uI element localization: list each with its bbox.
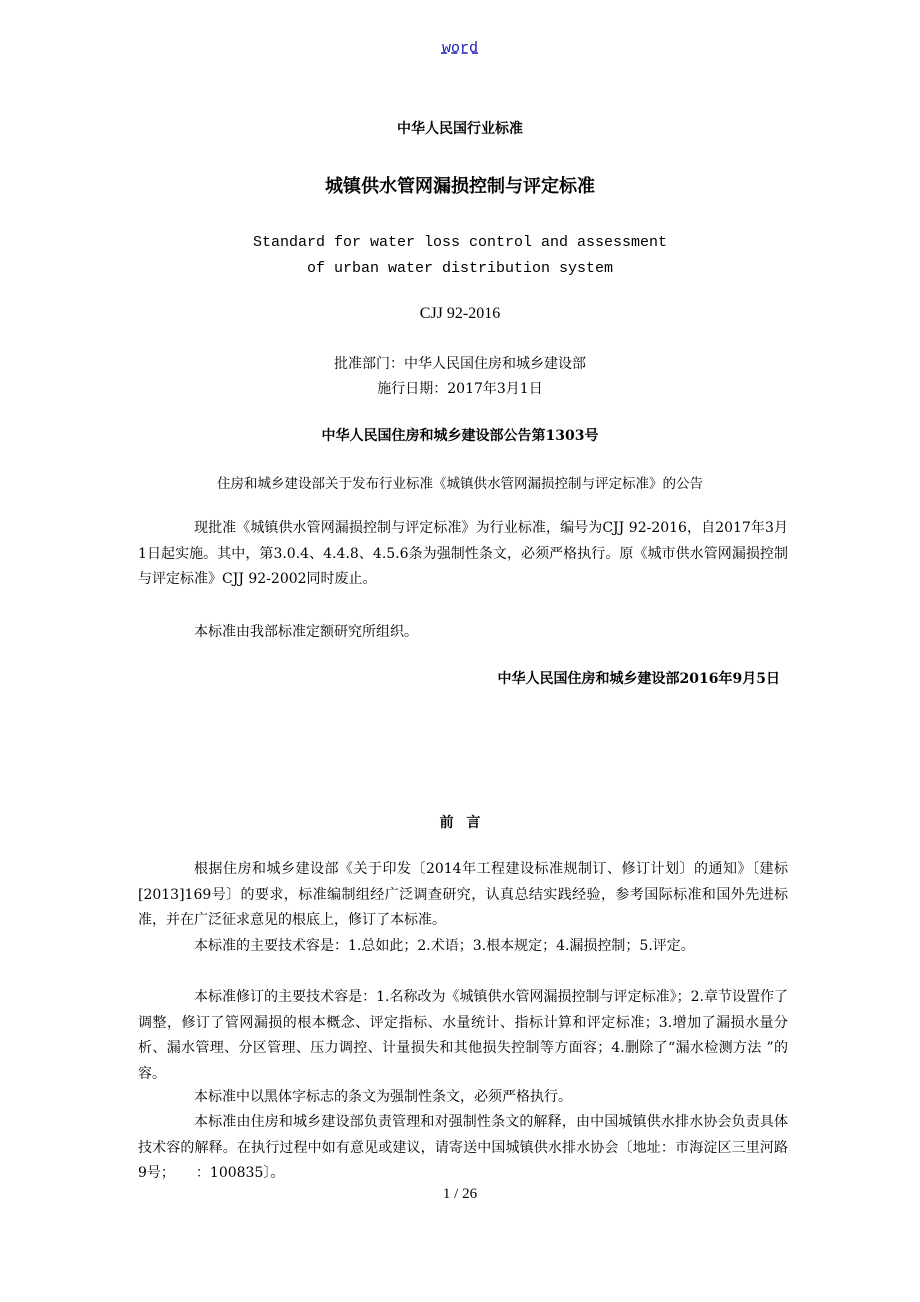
notice-number: 中华人民国住房和城乡建设部公告第1303号 bbox=[321, 428, 599, 444]
preface-paragraph-2: 本标准的主要技术容是：1.总如此；2.术语；3.根本规定；4.漏损控制；5.评定。 bbox=[194, 938, 695, 954]
header-word-link[interactable]: word bbox=[441, 40, 478, 57]
standard-category: 中华人民国行业标准 bbox=[397, 121, 523, 137]
english-title-line-2: of urban water distribution system bbox=[306, 260, 614, 277]
standard-code: CJJ 92-2016 bbox=[419, 305, 501, 322]
notice-signature: 中华人民国住房和城乡建设部2016年9月5日 bbox=[497, 671, 780, 687]
preface-paragraph-4: 本标准中以黑体字标志的条文为强制性条文，必须严格执行。 bbox=[194, 1089, 572, 1105]
notice-title: 住房和城乡建设部关于发布行业标准《城镇供水管网漏损控制与评定标准》的公告 bbox=[217, 476, 703, 492]
notice-paragraph-organizer: 本标准由我部标准定额研究所组织。 bbox=[194, 624, 418, 640]
notice-paragraph: 现批准《城镇供水管网漏损控制与评定标准》为行业标准，编号为CJJ 92-2016，自2017年3月1日起实施。其中，第3.0.4、4.4.8、4.5.6条为强制性条文，必须严格执行。原《城市供水管网漏损控制与评定标准》CJJ 92-2002同时废止。 bbox=[138, 520, 788, 587]
preface-paragraph-5: 本标准由住房和城乡建设部负责管理和对强制性条文的解释，由中国城镇供水排水协会负责具体技术容的解释。在执行过程中如有意见或建议，请寄送中国城镇供水排水协会〔地址：市海淀区三里河路9号； ：100835〕。 bbox=[138, 1114, 788, 1181]
document-title: 城镇供水管网漏损控制与评定标准 bbox=[325, 176, 595, 197]
page-number: 1 / 26 bbox=[442, 1186, 478, 1202]
preface-heading: 前 言 bbox=[439, 815, 481, 831]
effective-date: 施行日期：2017年3月1日 bbox=[377, 381, 543, 397]
preface-paragraph-1: 根据住房和城乡建设部《关于印发〔2014年工程建设标准规制订、修订计划〕的通知》〔建标[2013]169号〕的要求，标准编制组经广泛调查研究，认真总结实践经验，参考国际标准和国外先进标准，并在广泛征求意见的根底上，修订了本标准。 bbox=[138, 861, 788, 928]
english-title-line-1: Standard for water loss control and assessment bbox=[252, 234, 668, 251]
approval-department: 批准部门：中华人民国住房和城乡建设部 bbox=[334, 356, 586, 372]
preface-paragraph-3: 本标准修订的主要技术容是：1.名称改为《城镇供水管网漏损控制与评定标准》；2.章节设置作了调整，修订了管网漏损的根本概念、评定指标、水量统计、指标计算和评定标准；3.增加了漏损水量分析、漏水管理、分区管理、压力调控、计量损失和其他损失控制等方面容；4.删除了“漏水检测方法 ”的容。 bbox=[138, 989, 788, 1082]
